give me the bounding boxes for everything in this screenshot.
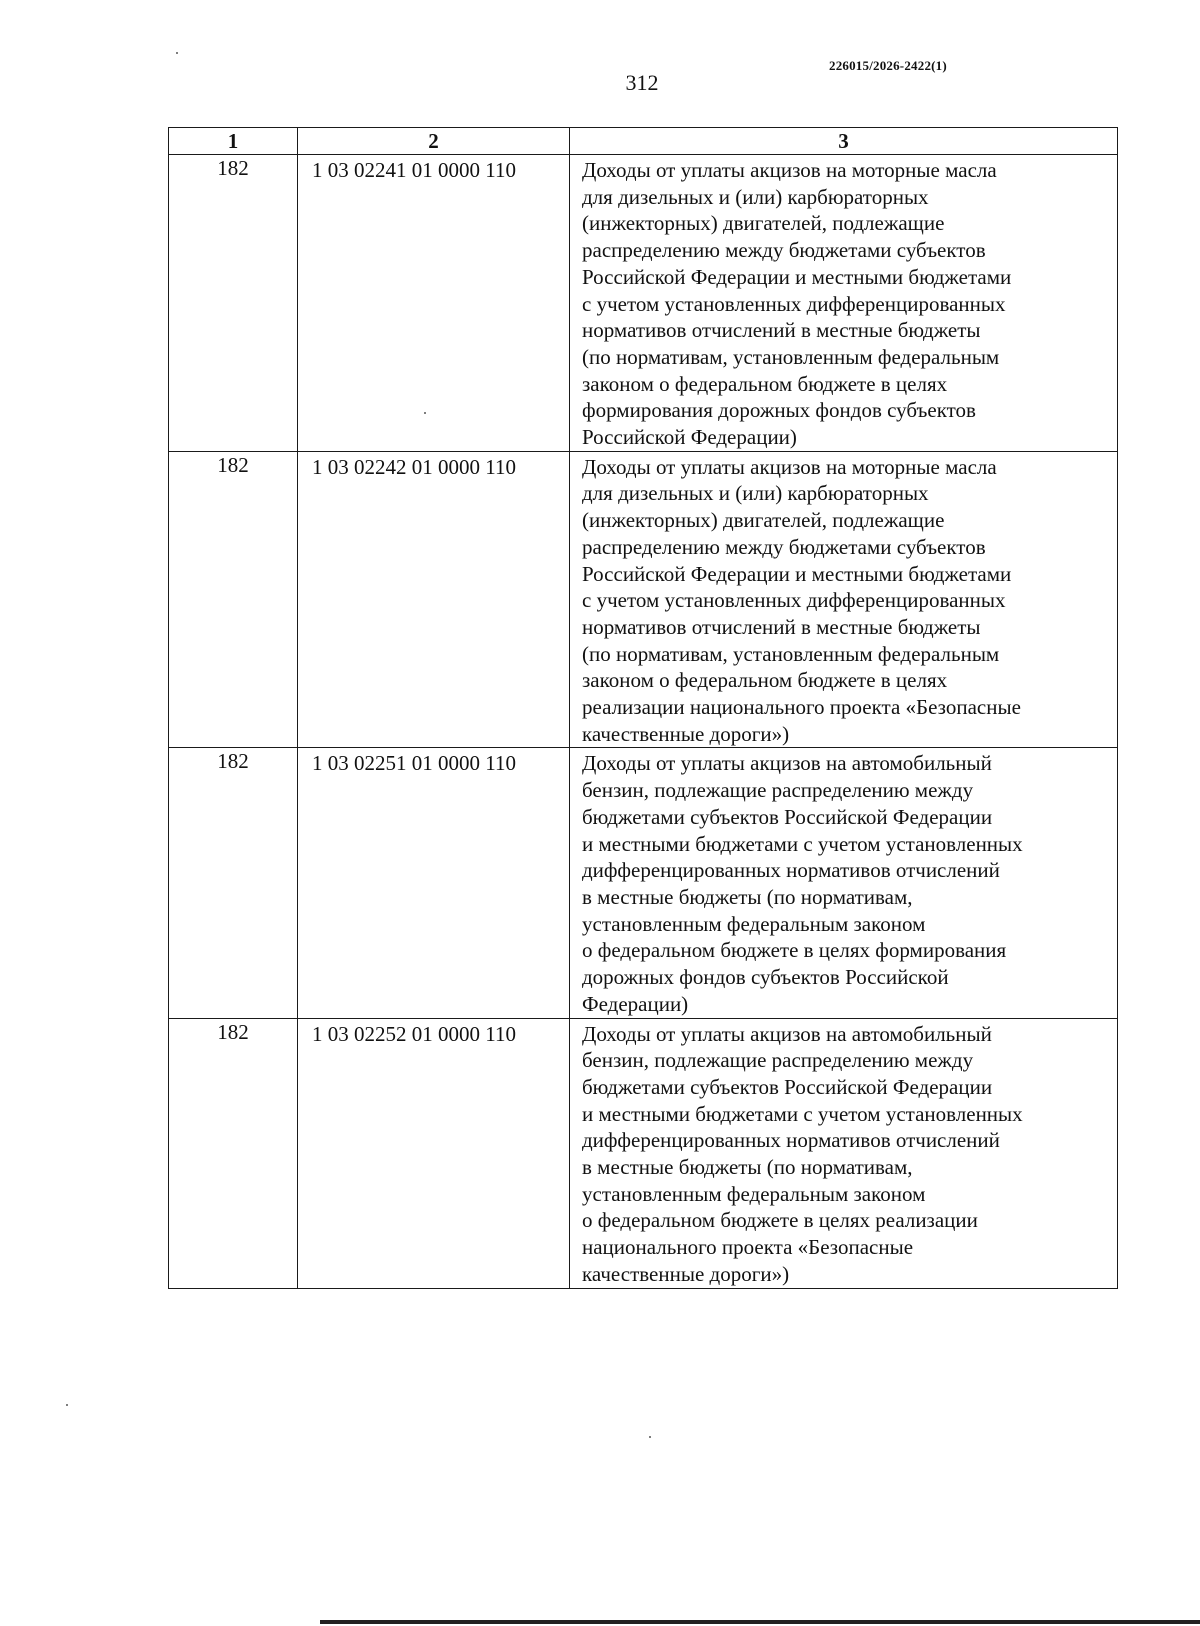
revenue-codes-table [168,127,1118,1289]
revenue-name-cell [570,1018,1118,1288]
name-line: реализации национального проекта «Безопасные [582,695,1021,720]
revenue-code-cell: 1 03 02252 01 0000 110 [298,1018,570,1288]
table-header [169,128,1118,155]
name-line: Доходы от уплаты акцизов на автомобильный [582,751,992,776]
name-line: Федерации) [582,991,689,1016]
name-line: законом о федеральном бюджете в целях [582,668,948,693]
name-line: бюджетами субъектов Российской Федерации [582,1074,993,1099]
name-line: (инжекторных) двигателей, подлежащие [582,211,945,236]
name-line: бюджетами субъектов Российской Федерации [582,804,993,829]
name-line: и местными бюджетами с учетом установленных [582,1101,1023,1126]
name-line: Российской Федерации и местными бюджетами [582,264,1012,289]
name-line: формирования дорожных фондов субъектов [582,398,976,423]
name-line: бензин, подлежащие распределению между [582,1048,974,1073]
admin-code-cell: 182 [169,155,298,452]
name-line: дифференцированных нормативов отчислений [582,1128,1000,1153]
name-line: распределению между бюджетами субъектов [582,534,986,559]
table-row [169,748,1118,1018]
name-line: о федеральном бюджете в целях реализации [582,1208,978,1233]
name-line: качественные дороги») [582,1261,790,1286]
revenue-name-cell [570,451,1118,748]
table-row [169,1018,1118,1288]
name-line: в местные бюджеты (по нормативам, [582,1155,913,1180]
page-number: 312 [625,70,659,95]
name-line: установленным федеральным законом [582,1181,926,1206]
name-line: и местными бюджетами с учетом установленных [582,831,1023,856]
revenue-code-cell: 1 03 02242 01 0000 110 [298,451,570,748]
admin-code-cell: 182 [169,748,298,1018]
name-line: дорожных фондов субъектов Российской [582,965,949,990]
name-line: Доходы от уплаты акцизов на моторные масла [582,158,997,182]
admin-code-cell: 182 [169,1018,298,1288]
name-line: о федеральном бюджете в целях формирования [582,938,1007,963]
name-line: (по нормативам, установленным федеральным [582,641,1000,666]
name-line: Доходы от уплаты акцизов на автомобильный [582,1021,992,1046]
column-header-1: 1 [169,128,298,155]
table-body [169,155,1118,1289]
name-line: Российской Федерации) [582,425,797,450]
name-line: с учетом установленных дифференцированных [582,291,1006,316]
name-line: распределению между бюджетами субъектов [582,238,986,263]
name-line: законом о федеральном бюджете в целях [582,371,948,396]
name-line: Доходы от уплаты акцизов на моторные масла [582,454,997,479]
table-row [169,451,1118,748]
revenue-name-cell [570,155,1118,452]
name-line: установленным федеральным законом [582,911,926,936]
name-line: для дизельных и (или) карбюраторных [582,184,929,209]
name-line: бензин, подлежащие распределению между [582,778,974,803]
name-line: национального проекта «Безопасные [582,1235,914,1260]
name-line: (по нормативам, установленным федеральным [582,344,1000,369]
name-line: нормативов отчислений в местные бюджеты [582,318,981,343]
scan-edge-rule [320,1620,1200,1624]
revenue-code-cell: 1 03 02241 01 0000 110 [298,155,570,452]
header-row [169,128,1118,155]
revenue-name-cell [570,748,1118,1018]
name-line: Российской Федерации и местными бюджетами [582,561,1012,586]
revenue-code-cell: 1 03 02251 01 0000 110 [298,748,570,1018]
name-line: (инжекторных) двигателей, подлежащие [582,508,945,533]
scan-speck [649,1436,651,1438]
column-header-2: 2 [298,128,570,155]
name-line: нормативов отчислений в местные бюджеты [582,614,981,639]
name-line: с учетом установленных дифференцированных [582,588,1006,613]
name-line: дифференцированных нормативов отчислений [582,858,1000,883]
admin-code-cell: 182 [169,451,298,748]
name-line: качественные дороги») [582,721,790,746]
name-line: в местные бюджеты (по нормативам, [582,884,913,909]
document-id: 226015/2026-2422(1) [829,58,947,73]
column-header-3: 3 [570,128,1118,155]
table-row [169,155,1118,452]
scan-speck [66,1404,68,1406]
scan-speck [424,412,426,414]
name-line: для дизельных и (или) карбюраторных [582,481,929,506]
scan-speck [176,52,178,54]
